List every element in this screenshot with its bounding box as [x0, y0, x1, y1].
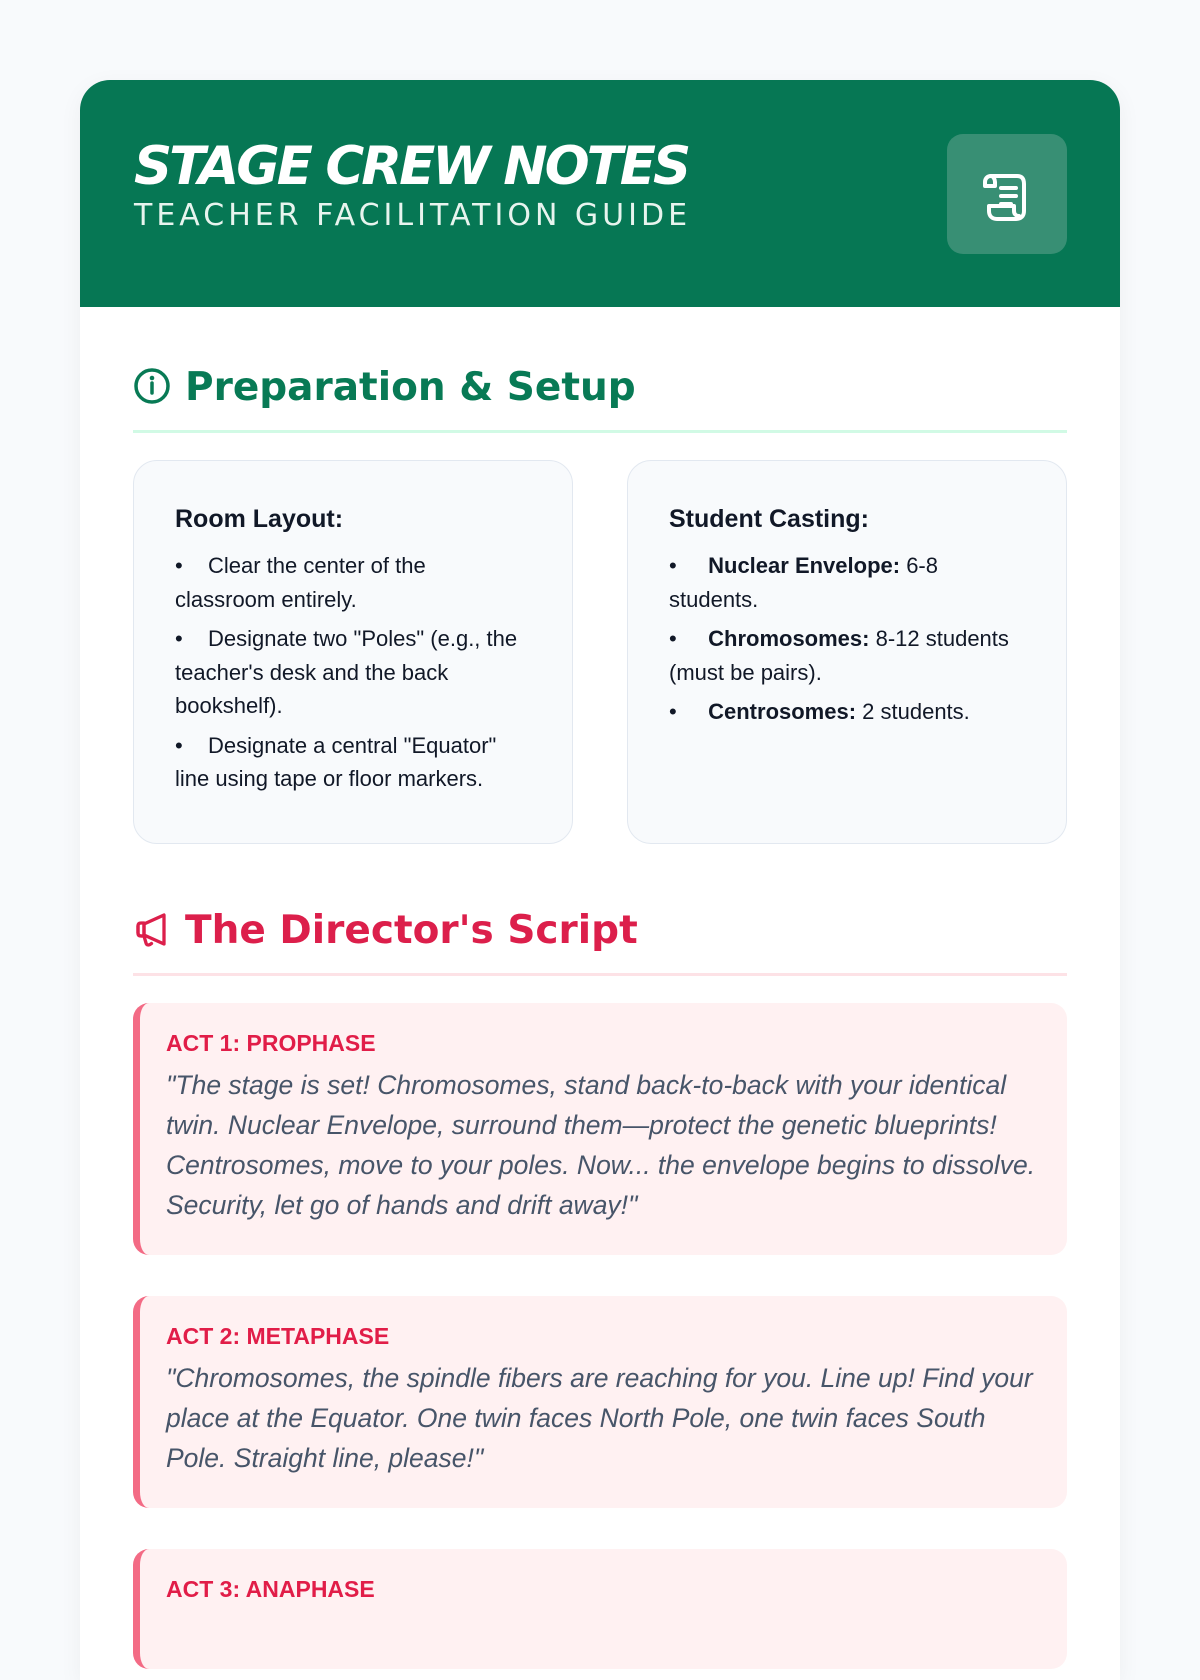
room-layout-list: [175, 549, 532, 796]
megaphone-icon: [133, 910, 171, 952]
page-subtitle: TEACHER FACILITATION GUIDE: [134, 198, 692, 233]
director-script-heading: [133, 905, 1067, 957]
director-script-title: The Director's Script: [185, 908, 638, 953]
main-content: [80, 307, 1120, 1669]
director-script-section: [133, 905, 1067, 1669]
list-item: • Designate a central "Equator" line using tape or floor markers.: [175, 729, 532, 796]
list-item: • Clear the center of the classroom entirely.: [175, 549, 532, 616]
preparation-section: [133, 362, 1067, 844]
info-circle-icon: [133, 367, 171, 409]
list-item: • Designate two "Poles" (e.g., the teacher's desk and the back bookshelf).: [175, 622, 532, 723]
act-title: ACT 1: PROPHASE: [166, 1030, 376, 1056]
list-item: [669, 622, 1026, 689]
act-title: ACT 3: ANAPHASE: [166, 1576, 375, 1602]
casting-role-label: Chromosomes:: [708, 626, 870, 651]
act-script: "The stage is set! Chromosomes, stand back-to-back with your identical twin. Nuclear Envelope, surround them—protect the genetic blueprints! Centrosomes, move to your poles. Now... the envelope begins to dissolve. Security, let go of hands and drift away!": [166, 1070, 1036, 1220]
student-casting-card: [627, 460, 1067, 844]
list-item: [669, 695, 1026, 729]
page-header: [80, 80, 1120, 307]
preparation-divider: [133, 430, 1067, 433]
casting-role-count: 6-8 students.: [669, 553, 938, 612]
casting-role-count: 8-12 students (must be pairs).: [669, 626, 1009, 685]
preparation-title: Preparation & Setup: [185, 365, 636, 410]
room-layout-card: [133, 460, 573, 844]
act-card-prophase: [133, 1003, 1067, 1255]
list-item: [669, 549, 1026, 616]
document-card: [80, 80, 1120, 1680]
casting-role-count: 2 students.: [856, 699, 970, 724]
act-script: "Chromosomes, the spindle fibers are reaching for you. Line up! Find your place at the Equator. One twin faces North Pole, one twin faces South Pole. Straight line, please!": [166, 1363, 1033, 1473]
page-title: STAGE CREW NOTES: [134, 136, 689, 197]
act-card-metaphase: [133, 1296, 1067, 1508]
preparation-heading: [133, 362, 1067, 414]
preparation-grid: [133, 460, 1067, 844]
director-script-divider: [133, 973, 1067, 976]
room-layout-heading: Room Layout:: [175, 505, 344, 533]
casting-role-label: Nuclear Envelope:: [708, 553, 901, 578]
casting-role-label: Centrosomes:: [708, 699, 857, 724]
student-casting-list: [669, 549, 1026, 729]
act-card-anaphase: [133, 1549, 1067, 1669]
act-title: ACT 2: METAPHASE: [166, 1323, 390, 1349]
scroll-icon: [947, 134, 1067, 254]
student-casting-heading: Student Casting:: [669, 505, 869, 533]
